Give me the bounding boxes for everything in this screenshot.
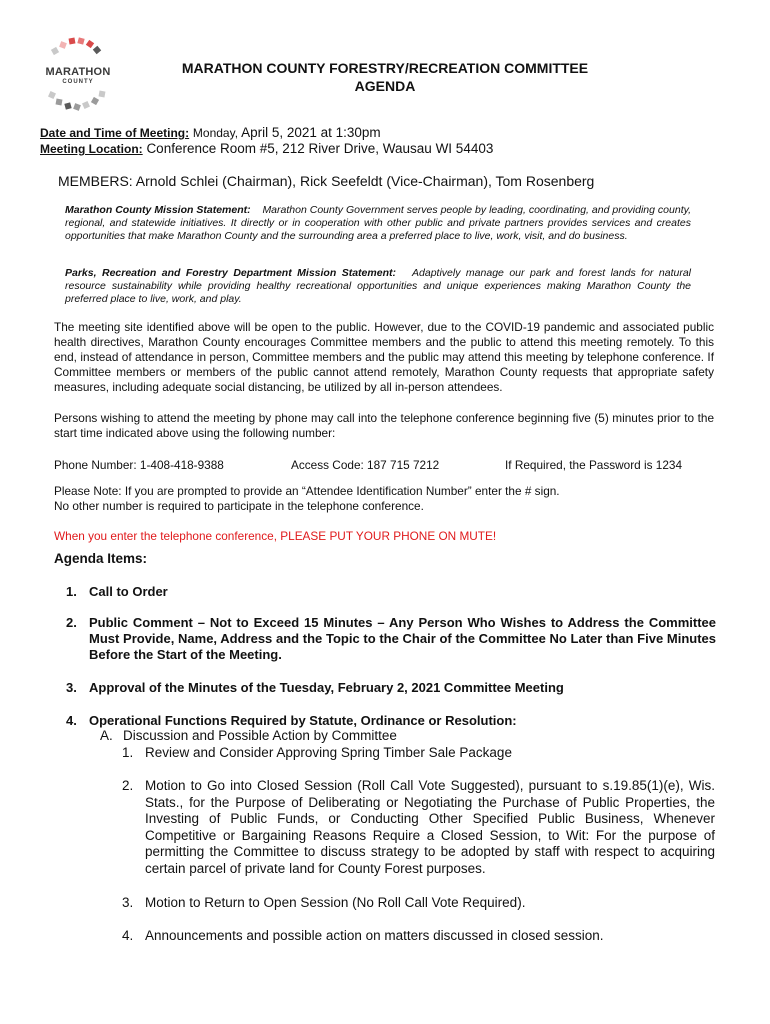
sub-item-number: 4. [122, 928, 134, 943]
agenda-item-text: Operational Functions Required by Statute, Ordinance or Resolution: [89, 713, 517, 728]
agenda-item-number: 2. [66, 615, 77, 630]
agenda-item-number: 4. [66, 713, 77, 728]
sub-item [122, 778, 715, 877]
covid-notice: The meeting site identified above will be open to the public. However, due to the COVID-19 pandemic and associated public health directives, Marathon County encourages Committee members and the public to attend this meeting remotely. To this end, instead of attendance in person, Committee members and the public may attend this meeting by telephone conference. If Committee members or members of the public cannot attend remotely, Marathon County requests that appropriate safety measures, including adequate social distancing, be utilized by all in-person attendees. [54, 320, 714, 394]
sub-item-number: 3. [122, 895, 134, 910]
parks-mission-statement [65, 267, 691, 307]
note-line-1: Please Note: If you are prompted to provide an “Attendee Identification Number” enter the # sign. [54, 484, 560, 498]
note-line-2: No other number is required to participate in the telephone conference. [54, 499, 424, 513]
meeting-location-row [40, 141, 493, 157]
logo-text-marathon: MARATHON [45, 66, 111, 78]
agenda-item-text: Public Comment – Not to Exceed 15 Minutes – Any Person Who Wishes to Address the Committee Must Provide, Name, Address and the Topic to the Chair of the Committee No Later than Five Minutes Before the Start of the Meeting. [89, 615, 716, 662]
date-day: Monday, [192, 126, 239, 140]
sub-item-number: 1. [122, 745, 134, 760]
agenda-item [66, 713, 716, 729]
parks-mission-text: Adaptively manage our park and forest lands for natural resource sustainability while providing healthy recreational opportunities and unique experiences making Marathon County the preferred place to live, work, and play. [65, 267, 691, 306]
sub-item [122, 745, 715, 762]
phone-intro: Persons wishing to attend the meeting by phone may call into the telephone conference beginning five (5) minutes prior to the start time indicated above using the following number: [54, 411, 714, 440]
agenda-item-number: 3. [66, 680, 77, 695]
phone-number: Phone Number: 1-408-418-9388 [54, 458, 224, 472]
title-line-2: AGENDA [354, 78, 416, 94]
agenda-item-text: Call to Order [89, 584, 168, 599]
agenda-item-text: Approval of the Minutes of the Tuesday, February 2, 2021 Committee Meeting [89, 680, 564, 695]
county-mission-text: Marathon County Government serves people by leading, coordinating, and providing county, regional, and statewide initiatives. It directly or in cooperation with other public and private partners provides services and creates opportunities that make Marathon County and the surrounding area a preferred place to live, work, visit, and do business. [65, 204, 692, 243]
members-list: MEMBERS: Arnold Schlei (Chairman), Rick Seefeldt (Vice-Chairman), Tom Rosenberg [58, 173, 595, 189]
meeting-info [40, 125, 493, 157]
sub-item [122, 928, 715, 945]
title-line-1: MARATHON COUNTY FORESTRY/RECREATION COMMITTEE [181, 60, 589, 76]
access-code: Access Code: 187 715 7212 [291, 458, 440, 472]
agenda-heading: Agenda Items: [54, 551, 148, 566]
agenda-subsection [100, 728, 700, 745]
sub-item-text: Motion to Go into Closed Session (Roll Call Vote Suggested), pursuant to s.19.85(1)(e), Wis. Stats., for the Purpose of Deliberating or Negotiating the Purchase of Public Properties, the Investing of Public Funds, or Conducting Other Specified Public Business, Whenever Competitive or Bargaining Reasons Require a Closed Session, to Wit: For the purpose of permitting the Committee to discuss strategy to be adopted by staff with respect to acquiring certain parcel of private land for County Forest purposes. [145, 778, 715, 876]
sub-item-text: Review and Consider Approving Spring Timber Sale Package [145, 745, 512, 760]
subsection-text: Discussion and Possible Action by Committee [123, 728, 397, 743]
location-value: Conference Room #5, 212 River Drive, Wausau WI 54403 [146, 141, 494, 156]
agenda-item [66, 680, 716, 696]
agenda-item [66, 615, 716, 663]
sub-item-number: 2. [122, 778, 134, 793]
page-title [100, 59, 670, 95]
sub-item-text: Motion to Return to Open Session (No Roll Call Vote Required). [145, 895, 526, 910]
parks-mission-label: Parks, Recreation and Forestry Department Mission Statement: [65, 267, 396, 279]
location-label: Meeting Location: [40, 142, 143, 156]
subsection-letter: A. [100, 728, 113, 743]
agenda-item-number: 1. [66, 584, 77, 599]
attendee-note [54, 484, 714, 514]
date-label: Date and Time of Meeting: [40, 126, 190, 140]
county-mission-statement [65, 204, 691, 244]
mute-warning: When you enter the telephone conference, PLEASE PUT YOUR PHONE ON MUTE! [54, 529, 497, 543]
county-mission-label: Marathon County Mission Statement: [65, 204, 251, 216]
logo-text-county: COUNTY [62, 79, 94, 85]
meeting-date-row [40, 125, 493, 141]
date-value: April 5, 2021 at 1:30pm [241, 125, 381, 140]
sub-item-text: Announcements and possible action on matters discussed in closed session. [145, 928, 604, 943]
password: If Required, the Password is 1234 [505, 458, 683, 472]
agenda-item [66, 584, 716, 600]
sub-item [122, 895, 715, 912]
